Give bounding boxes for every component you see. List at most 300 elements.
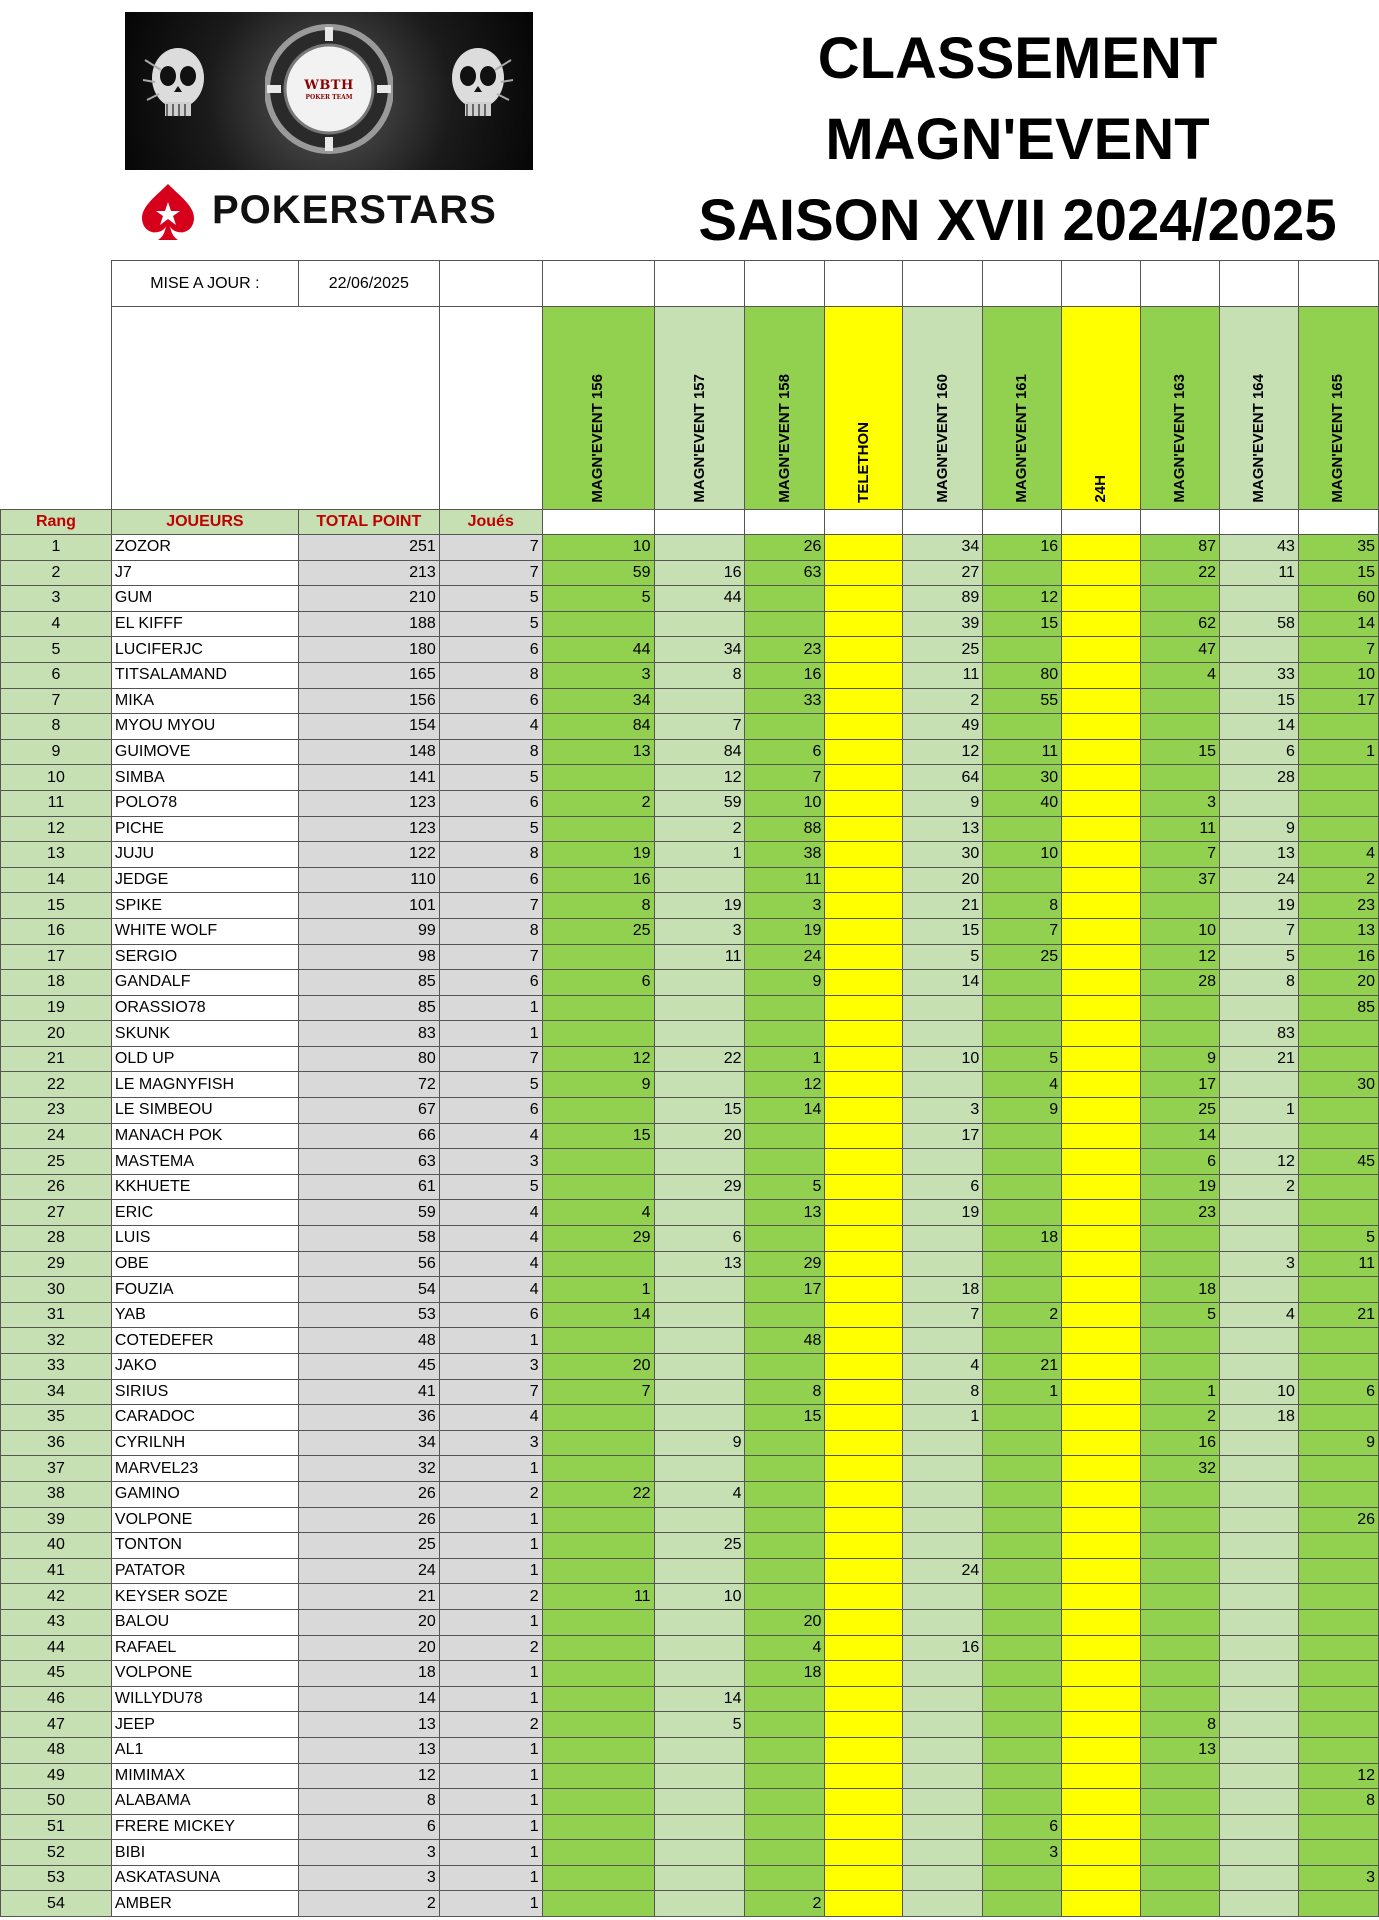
player-name-cell: JAKO (111, 1354, 298, 1380)
player-name-cell: LE MAGNYFISH (111, 1072, 298, 1098)
event-points-cell (1062, 1840, 1141, 1866)
rank-cell: 38 (1, 1481, 112, 1507)
event-points-cell (1062, 970, 1141, 996)
event-points-cell: 17 (1141, 1072, 1220, 1098)
total-points-cell: 156 (298, 688, 439, 714)
rank-cell: 52 (1, 1840, 112, 1866)
games-played-cell: 5 (439, 586, 542, 612)
rank-cell: 31 (1, 1302, 112, 1328)
event-points-cell (825, 790, 903, 816)
games-played-cell: 7 (439, 535, 542, 561)
event-points-cell: 15 (745, 1405, 825, 1431)
games-played-cell: 2 (439, 1712, 542, 1738)
event-points-cell (1062, 1712, 1141, 1738)
event-points-cell: 9 (1141, 1046, 1220, 1072)
event-points-cell: 14 (903, 970, 983, 996)
event-points-cell (903, 1609, 983, 1635)
event-points-cell: 2 (1220, 1174, 1299, 1200)
event-points-cell: 3 (745, 893, 825, 919)
event-points-cell (1141, 688, 1220, 714)
table-row (1, 1277, 1379, 1303)
event-points-cell: 62 (1141, 611, 1220, 637)
event-points-cell (1298, 1481, 1378, 1507)
table-row (1, 1737, 1379, 1763)
event-points-cell: 7 (1220, 918, 1299, 944)
rank-cell: 48 (1, 1737, 112, 1763)
event-points-cell (1141, 765, 1220, 791)
event-points-cell (825, 1430, 903, 1456)
event-points-cell (983, 1430, 1062, 1456)
event-points-cell (1062, 790, 1141, 816)
games-played-cell: 6 (439, 637, 542, 663)
event-points-cell (983, 1251, 1062, 1277)
event-points-cell (825, 1251, 903, 1277)
event-points-cell (1298, 1174, 1378, 1200)
player-name-cell: SKUNK (111, 1021, 298, 1047)
event-points-cell (654, 1277, 745, 1303)
event-points-cell (983, 1712, 1062, 1738)
event-points-cell (745, 1865, 825, 1891)
update-label: MISE A JOUR : (111, 261, 298, 307)
event-points-cell (825, 1021, 903, 1047)
event-points-cell (542, 1865, 654, 1891)
player-name-cell: PATATOR (111, 1558, 298, 1584)
event-points-cell: 10 (1298, 662, 1378, 688)
total-points-cell: 48 (298, 1328, 439, 1354)
event-points-cell (825, 1533, 903, 1559)
skull-icon (443, 40, 513, 130)
event-points-cell: 17 (903, 1123, 983, 1149)
event-points-cell: 13 (1298, 918, 1378, 944)
event-points-cell: 12 (1220, 1149, 1299, 1175)
event-points-cell (542, 1789, 654, 1815)
total-points-cell: 59 (298, 1200, 439, 1226)
event-points-cell: 7 (654, 714, 745, 740)
player-name-cell: MASTEMA (111, 1149, 298, 1175)
total-points-cell: 2 (298, 1891, 439, 1917)
event-points-cell (1062, 688, 1141, 714)
player-name-cell: CYRILNH (111, 1430, 298, 1456)
event-points-cell: 9 (745, 970, 825, 996)
event-points-cell (825, 611, 903, 637)
event-points-cell: 10 (983, 842, 1062, 868)
event-points-cell: 15 (1298, 560, 1378, 586)
event-points-cell: 15 (654, 1098, 745, 1124)
event-points-cell: 8 (745, 1379, 825, 1405)
table-row (1, 1174, 1379, 1200)
event-header (1298, 307, 1378, 510)
event-points-cell (542, 1686, 654, 1712)
event-header-label: MAGN'EVENT 161 (1013, 374, 1031, 503)
event-points-cell (983, 637, 1062, 663)
event-points-cell (1141, 1686, 1220, 1712)
event-points-cell: 59 (542, 560, 654, 586)
event-points-cell: 1 (903, 1405, 983, 1431)
event-points-cell (745, 1737, 825, 1763)
event-points-cell: 8 (903, 1379, 983, 1405)
event-points-cell: 2 (983, 1302, 1062, 1328)
event-points-cell: 44 (654, 586, 745, 612)
table-row (1, 714, 1379, 740)
event-points-cell: 18 (1141, 1277, 1220, 1303)
event-points-cell: 49 (903, 714, 983, 740)
games-played-cell: 4 (439, 1226, 542, 1252)
total-points-cell: 13 (298, 1737, 439, 1763)
event-points-cell (1062, 1200, 1141, 1226)
event-points-cell (654, 1302, 745, 1328)
event-points-cell (745, 1226, 825, 1252)
total-points-cell: 32 (298, 1456, 439, 1482)
event-points-cell: 12 (903, 739, 983, 765)
games-played-cell: 4 (439, 1200, 542, 1226)
total-points-cell: 41 (298, 1379, 439, 1405)
event-points-cell (825, 1609, 903, 1635)
event-points-cell: 34 (903, 535, 983, 561)
games-played-cell: 1 (439, 1763, 542, 1789)
event-points-cell (1298, 790, 1378, 816)
table-row (1, 1226, 1379, 1252)
event-points-cell: 15 (983, 611, 1062, 637)
event-points-cell (1062, 1789, 1141, 1815)
event-points-cell (1220, 1430, 1299, 1456)
event-points-cell (1220, 790, 1299, 816)
event-points-cell (1141, 1609, 1220, 1635)
table-row (1, 1609, 1379, 1635)
event-points-cell (1062, 1354, 1141, 1380)
table-row (1, 867, 1379, 893)
games-played-cell: 2 (439, 1481, 542, 1507)
event-points-cell: 84 (654, 739, 745, 765)
event-points-cell: 8 (1220, 970, 1299, 996)
event-header (654, 307, 745, 510)
player-name-cell: OBE (111, 1251, 298, 1277)
rank-cell: 43 (1, 1609, 112, 1635)
total-points-cell: 66 (298, 1123, 439, 1149)
event-points-cell (1141, 1891, 1220, 1917)
event-points-cell (654, 1789, 745, 1815)
games-played-cell: 1 (439, 1737, 542, 1763)
event-points-cell (825, 893, 903, 919)
total-points-cell: 123 (298, 816, 439, 842)
table-row (1, 970, 1379, 996)
event-points-cell: 4 (745, 1635, 825, 1661)
event-points-cell (745, 1763, 825, 1789)
games-played-cell: 6 (439, 790, 542, 816)
event-header (542, 307, 654, 510)
event-points-cell (1062, 867, 1141, 893)
event-points-cell: 23 (745, 637, 825, 663)
event-points-cell (1062, 1763, 1141, 1789)
event-points-cell: 12 (542, 1046, 654, 1072)
rank-cell: 54 (1, 1891, 112, 1917)
games-played-cell: 1 (439, 1609, 542, 1635)
rank-cell: 2 (1, 560, 112, 586)
event-points-cell (903, 1507, 983, 1533)
event-points-cell (1298, 1712, 1378, 1738)
rank-cell: 25 (1, 1149, 112, 1175)
event-points-cell (1220, 637, 1299, 663)
games-played-cell: 3 (439, 1430, 542, 1456)
event-points-cell (983, 560, 1062, 586)
player-name-cell: FOUZIA (111, 1277, 298, 1303)
player-name-cell: GANDALF (111, 970, 298, 996)
event-points-cell (1220, 1584, 1299, 1610)
event-points-cell: 3 (654, 918, 745, 944)
games-played-cell: 4 (439, 1405, 542, 1431)
player-name-cell: WHITE WOLF (111, 918, 298, 944)
event-points-cell: 12 (1141, 944, 1220, 970)
total-points-cell: 148 (298, 739, 439, 765)
player-name-cell: JUJU (111, 842, 298, 868)
event-points-cell (1220, 1661, 1299, 1687)
event-points-cell: 6 (903, 1174, 983, 1200)
event-points-cell (1141, 1021, 1220, 1047)
event-points-cell (745, 611, 825, 637)
event-points-cell (1220, 1123, 1299, 1149)
event-points-cell (983, 1021, 1062, 1047)
player-name-cell: SIMBA (111, 765, 298, 791)
table-row (1, 1584, 1379, 1610)
rank-cell: 24 (1, 1123, 112, 1149)
event-points-cell (654, 1021, 745, 1047)
event-points-cell (825, 1123, 903, 1149)
games-played-cell: 4 (439, 1277, 542, 1303)
player-name-cell: COTEDEFER (111, 1328, 298, 1354)
event-points-cell (983, 970, 1062, 996)
event-points-cell (654, 1814, 745, 1840)
event-points-cell: 18 (903, 1277, 983, 1303)
total-points-cell: 123 (298, 790, 439, 816)
games-played-cell: 4 (439, 714, 542, 740)
event-points-cell: 3 (983, 1840, 1062, 1866)
event-points-cell (1298, 1123, 1378, 1149)
event-points-cell: 38 (745, 842, 825, 868)
event-points-cell (983, 1123, 1062, 1149)
event-points-cell: 16 (1141, 1430, 1220, 1456)
player-name-cell: TONTON (111, 1533, 298, 1559)
event-points-cell (1141, 1226, 1220, 1252)
event-points-cell (1220, 1456, 1299, 1482)
event-points-cell: 14 (1220, 714, 1299, 740)
event-points-cell: 87 (1141, 535, 1220, 561)
table-row (1, 1712, 1379, 1738)
event-points-cell (983, 1558, 1062, 1584)
event-points-cell: 6 (745, 739, 825, 765)
table-row (1, 1379, 1379, 1405)
event-header-label: MAGN'EVENT 158 (775, 374, 793, 503)
event-points-cell (903, 1686, 983, 1712)
event-points-cell: 6 (983, 1814, 1062, 1840)
event-points-cell (1298, 1328, 1378, 1354)
event-points-cell: 11 (1141, 816, 1220, 842)
total-points-cell: 85 (298, 995, 439, 1021)
event-points-cell (654, 1507, 745, 1533)
event-points-cell: 5 (983, 1046, 1062, 1072)
event-points-cell (1298, 1456, 1378, 1482)
event-points-cell: 5 (654, 1712, 745, 1738)
event-points-cell (1062, 714, 1141, 740)
rank-cell: 18 (1, 970, 112, 996)
event-points-cell: 14 (1298, 611, 1378, 637)
event-points-cell: 28 (1141, 970, 1220, 996)
total-points-cell: 180 (298, 637, 439, 663)
event-header-label: MAGN'EVENT 156 (589, 374, 607, 503)
event-points-cell (654, 535, 745, 561)
event-points-cell (1298, 1661, 1378, 1687)
event-points-cell: 2 (903, 688, 983, 714)
event-points-cell: 11 (745, 867, 825, 893)
games-played-cell: 1 (439, 1456, 542, 1482)
table-row (1, 1891, 1379, 1917)
event-points-cell: 1 (1298, 739, 1378, 765)
event-points-cell: 64 (903, 765, 983, 791)
event-points-cell: 4 (903, 1354, 983, 1380)
event-points-cell (745, 1430, 825, 1456)
event-points-cell (542, 995, 654, 1021)
event-points-cell: 25 (903, 637, 983, 663)
event-points-cell (825, 662, 903, 688)
event-points-cell (1298, 1609, 1378, 1635)
event-points-cell: 59 (654, 790, 745, 816)
event-points-cell (825, 1277, 903, 1303)
event-points-cell (1062, 1302, 1141, 1328)
event-points-cell (542, 1533, 654, 1559)
event-points-cell (1062, 765, 1141, 791)
event-points-cell (983, 1789, 1062, 1815)
event-points-cell (745, 1814, 825, 1840)
rank-cell: 11 (1, 790, 112, 816)
event-points-cell (1220, 995, 1299, 1021)
table-row (1, 1507, 1379, 1533)
event-points-cell: 7 (903, 1302, 983, 1328)
player-name-cell: KKHUETE (111, 1174, 298, 1200)
event-points-cell (745, 1712, 825, 1738)
event-points-cell: 24 (903, 1558, 983, 1584)
event-points-cell (1062, 1226, 1141, 1252)
event-header (1062, 307, 1141, 510)
player-name-cell: OLD UP (111, 1046, 298, 1072)
rank-cell: 51 (1, 1814, 112, 1840)
total-points-cell: 213 (298, 560, 439, 586)
event-points-cell (654, 970, 745, 996)
event-points-cell (983, 816, 1062, 842)
games-played-cell: 5 (439, 816, 542, 842)
player-name-cell: CARADOC (111, 1405, 298, 1431)
event-points-cell (745, 1481, 825, 1507)
event-points-cell (1298, 1405, 1378, 1431)
event-points-cell: 60 (1298, 586, 1378, 612)
event-points-cell (903, 1328, 983, 1354)
event-header (745, 307, 825, 510)
event-points-cell: 2 (542, 790, 654, 816)
total-points-cell: 80 (298, 1046, 439, 1072)
event-points-cell: 11 (1220, 560, 1299, 586)
event-points-cell: 15 (1141, 739, 1220, 765)
games-played-cell: 6 (439, 1302, 542, 1328)
event-points-cell (1141, 1865, 1220, 1891)
event-points-cell: 18 (1220, 1405, 1299, 1431)
event-points-cell: 21 (983, 1354, 1062, 1380)
event-points-cell (745, 1584, 825, 1610)
team-banner-image (125, 12, 533, 170)
event-points-cell: 29 (745, 1251, 825, 1277)
event-points-cell (1141, 714, 1220, 740)
event-header-label: MAGN'EVENT 163 (1171, 374, 1189, 503)
player-name-cell: EL KIFFF (111, 611, 298, 637)
player-name-cell: ORASSIO78 (111, 995, 298, 1021)
event-points-cell (983, 1533, 1062, 1559)
event-points-cell (825, 842, 903, 868)
games-played-cell: 1 (439, 1558, 542, 1584)
update-row (1, 261, 1379, 307)
event-points-cell (654, 995, 745, 1021)
player-name-cell: BALOU (111, 1609, 298, 1635)
event-points-cell: 89 (903, 586, 983, 612)
event-points-cell (1220, 1789, 1299, 1815)
title-line-3: SAISON XVII 2024/2025 (698, 188, 1337, 253)
event-points-cell: 3 (1298, 1865, 1378, 1891)
total-points-cell: 6 (298, 1814, 439, 1840)
event-points-cell (1062, 1865, 1141, 1891)
event-points-cell: 33 (1220, 662, 1299, 688)
event-points-cell: 22 (654, 1046, 745, 1072)
event-points-cell (903, 1840, 983, 1866)
event-points-cell (903, 1737, 983, 1763)
event-points-cell (825, 688, 903, 714)
player-name-cell: AL1 (111, 1737, 298, 1763)
event-points-cell (1220, 1558, 1299, 1584)
table-row (1, 995, 1379, 1021)
event-points-cell (1298, 765, 1378, 791)
rank-cell: 32 (1, 1328, 112, 1354)
player-name-cell: SERGIO (111, 944, 298, 970)
rank-cell: 37 (1, 1456, 112, 1482)
event-points-cell: 16 (983, 535, 1062, 561)
total-points-cell: 98 (298, 944, 439, 970)
event-points-cell (825, 1712, 903, 1738)
event-points-cell: 39 (903, 611, 983, 637)
event-points-cell (1220, 1277, 1299, 1303)
player-name-cell: WILLYDU78 (111, 1686, 298, 1712)
event-points-cell (542, 1149, 654, 1175)
rank-cell: 40 (1, 1533, 112, 1559)
event-points-cell (1298, 1891, 1378, 1917)
table-row (1, 1481, 1379, 1507)
event-points-cell: 88 (745, 816, 825, 842)
event-points-cell (745, 1686, 825, 1712)
event-points-cell (1220, 1865, 1299, 1891)
event-header (825, 307, 903, 510)
event-points-cell (1062, 739, 1141, 765)
event-points-cell (654, 1891, 745, 1917)
total-points-cell: 36 (298, 1405, 439, 1431)
event-points-cell (1062, 586, 1141, 612)
event-points-cell (983, 1763, 1062, 1789)
event-points-cell: 20 (903, 867, 983, 893)
event-points-cell (983, 1456, 1062, 1482)
event-points-cell (745, 1021, 825, 1047)
event-points-cell (1062, 1686, 1141, 1712)
event-points-cell: 4 (983, 1072, 1062, 1098)
event-points-cell: 63 (745, 560, 825, 586)
games-played-cell: 1 (439, 1814, 542, 1840)
games-played-cell: 8 (439, 918, 542, 944)
player-name-cell: LUCIFERJC (111, 637, 298, 663)
event-points-cell (542, 1661, 654, 1687)
event-points-cell: 15 (903, 918, 983, 944)
total-points-cell: 210 (298, 586, 439, 612)
event-points-cell (1298, 1277, 1378, 1303)
